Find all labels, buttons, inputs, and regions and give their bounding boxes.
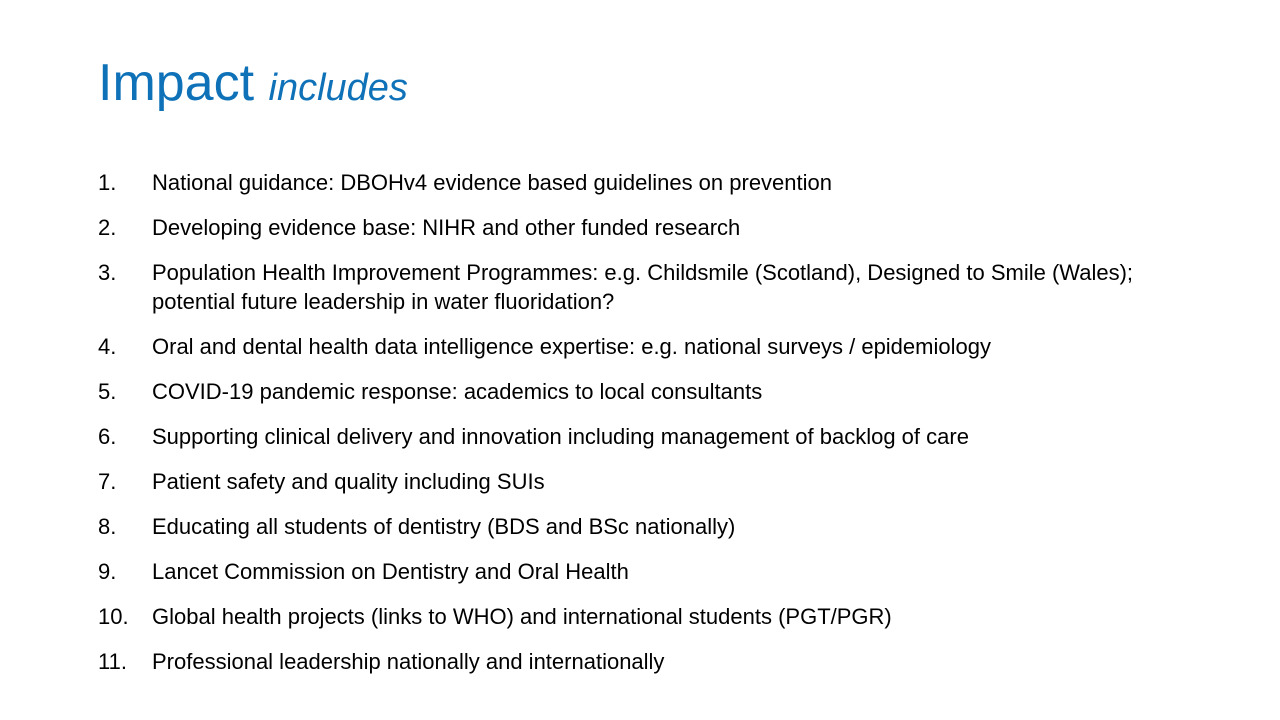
- item-number: 8.: [98, 514, 117, 539]
- list-item: [98, 512, 1188, 541]
- item-number: 2.: [98, 215, 117, 240]
- item-text: Patient safety and quality including SUIs: [152, 469, 545, 494]
- impact-list: [98, 168, 1188, 692]
- item-number: 10.: [98, 604, 129, 629]
- item-number: 1.: [98, 170, 117, 195]
- item-number: 6.: [98, 424, 117, 449]
- list-item: [98, 332, 1188, 361]
- list-item: [98, 422, 1188, 451]
- item-number: 5.: [98, 379, 117, 404]
- item-text: Global health projects (links to WHO) and international students (PGT/PGR): [152, 604, 892, 629]
- item-text: Lancet Commission on Dentistry and Oral Health: [152, 559, 629, 584]
- slide-title: [98, 52, 408, 119]
- list-item: [98, 258, 1188, 316]
- list-item: [98, 602, 1188, 631]
- item-text: National guidance: DBOHv4 evidence based guidelines on prevention: [152, 170, 833, 195]
- list-item: [98, 467, 1188, 496]
- list-item: [98, 557, 1188, 586]
- list-item: [98, 213, 1188, 242]
- item-text: Educating all students of dentistry (BDS and BSc nationally): [152, 514, 736, 539]
- item-text: COVID-19 pandemic response: academics to local consultants: [152, 379, 763, 404]
- list-item: [98, 377, 1188, 406]
- item-number: 11.: [98, 649, 127, 674]
- item-text: Developing evidence base: NIHR and other funded research: [152, 215, 741, 240]
- item-text: Population Health Improvement Programmes: e.g. Childsmile (Scotland), Designed to Smile (Wales); potential future leadership in water fluoridation?: [152, 260, 1134, 314]
- title-main: Impact: [98, 54, 255, 112]
- item-number: 4.: [98, 334, 117, 359]
- item-number: 7.: [98, 469, 117, 494]
- item-number: 9.: [98, 559, 117, 584]
- item-text: Professional leadership nationally and internationally: [152, 649, 665, 674]
- list-item: [98, 168, 1188, 197]
- list-item: [98, 647, 1188, 676]
- title-emphasis: includes: [268, 67, 408, 109]
- item-text: Oral and dental health data intelligence expertise: e.g. national surveys / epidemiology: [152, 334, 991, 359]
- item-number: 3.: [98, 260, 117, 285]
- item-text: Supporting clinical delivery and innovation including management of backlog of care: [152, 424, 969, 449]
